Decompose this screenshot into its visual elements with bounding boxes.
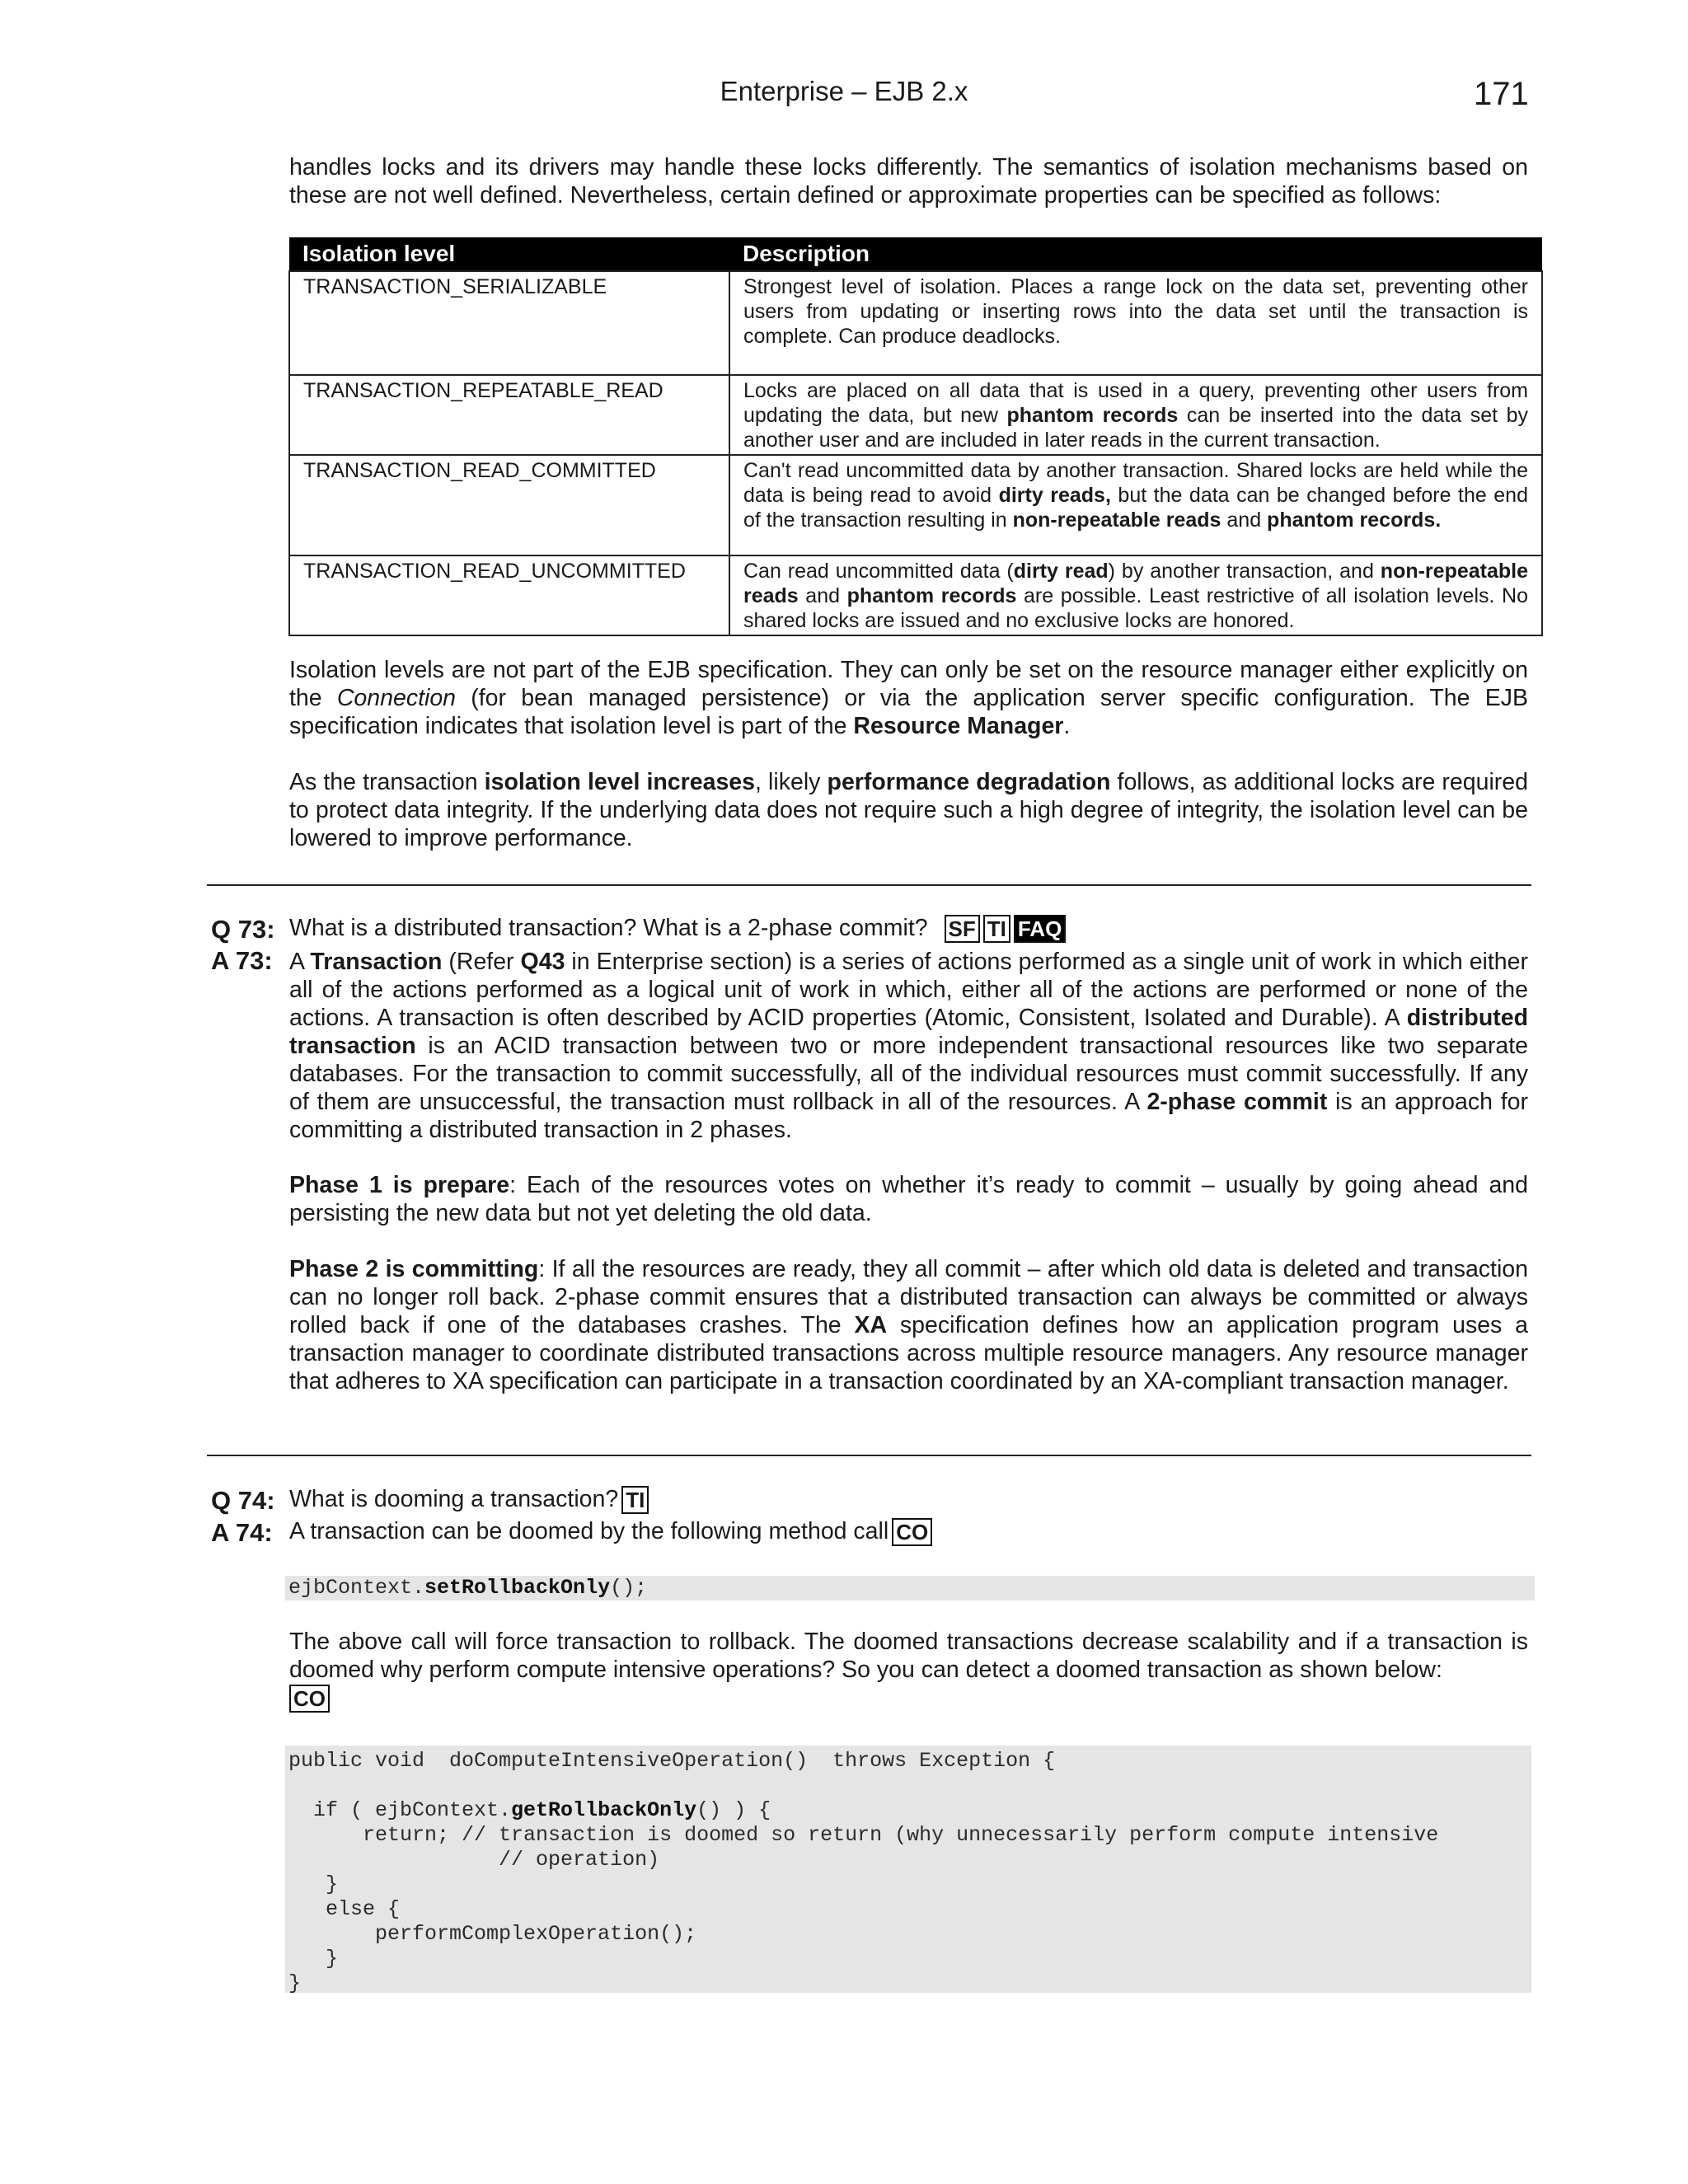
phase2-bold-text: XA: [854, 1312, 888, 1338]
paragraph-text: (for bean managed persistence) or via the application server specific configuration. The EJB specification indicates that isolation level is part of the: [289, 685, 1528, 739]
code-line: }: [288, 1971, 302, 1995]
tag-ti: TI: [621, 1486, 649, 1514]
paragraph-bold-text: performance degradation: [827, 769, 1111, 795]
code-line: [288, 1798, 1531, 1823]
code-line: performComplexOperation();: [288, 1922, 697, 1946]
description-bold-text: non-repeatable reads: [1012, 509, 1221, 532]
intro-paragraph: [289, 153, 1528, 209]
table-header-row: [289, 237, 1542, 271]
phase1-paragraph: [289, 1171, 1528, 1227]
code-line: }: [288, 1872, 339, 1896]
description-bold-text: dirty reads,: [998, 484, 1111, 507]
column-header-description: Description: [729, 237, 1542, 271]
paragraph-text: follows, as additional locks are required to protect data integrity. If the underlying data does not require such a high degree of integrity, the isolation level can be lowered to improve performance.: [289, 769, 1528, 851]
isolation-level-cell: TRANSACTION_READ_UNCOMMITTED: [289, 555, 729, 635]
code-method: getRollbackOnly: [511, 1798, 697, 1822]
page-number: 171: [1474, 76, 1529, 112]
phase1-text: : Each of the resources votes on whether it’s ready to commit – usually by going ahead and persisting the new data but not yet deleting the old data.: [289, 1172, 1528, 1226]
answer-text: A transaction can be doomed by the following method call: [289, 1518, 889, 1544]
phase2-heading: Phase 2 is committing: [289, 1256, 539, 1282]
description-bold-text: phantom records: [846, 584, 1017, 607]
column-header-isolation-level: Isolation level: [289, 237, 729, 271]
code-line: [288, 1774, 1531, 1798]
phase2-text: : If all the resources are ready, they all commit – after which old data is deleted and transaction can no longer roll back. 2-phase commit ensures that a distributed transaction can always be committed or always rolled back if one of the databases crashes. The: [289, 1256, 1528, 1338]
tag-ti: TI: [983, 915, 1010, 943]
description-text: and: [798, 584, 847, 607]
question-74-text: What is dooming a transaction?: [289, 1486, 619, 1512]
answer-bold-text: Q43: [520, 949, 565, 975]
answer-text: is an ACID transaction between two or more independent transactional resources like two separate databases. For the transaction to commit successfully, all of the individual resources must commit successfully. If any of them are unsuccessful, the transaction must rollback in all of the resources. A: [289, 1033, 1528, 1115]
tag-co: CO: [289, 1685, 330, 1713]
doomed-paragraph: [289, 1628, 1528, 1713]
tag-sf: SF: [945, 915, 980, 943]
answer-bold-text: Transaction: [310, 949, 443, 975]
description-cell: [729, 375, 1542, 455]
paragraph-bold-text: Resource Manager: [853, 713, 1064, 739]
description-bold-text: phantom records: [1006, 404, 1179, 427]
description-cell: [729, 455, 1542, 555]
description-text: and: [1221, 509, 1268, 532]
phase1-heading: Phase 1 is prepare: [289, 1172, 510, 1198]
answer-bold-text: 2-phase commit: [1146, 1089, 1328, 1115]
answer-73-paragraph: [289, 948, 1528, 1144]
answer-text: is an approach for committing a distributed transaction in 2 phases.: [289, 1089, 1529, 1143]
table-row: [289, 271, 1542, 375]
isolation-level-cell: TRANSACTION_SERIALIZABLE: [289, 271, 729, 375]
question-label: Q 74:: [211, 1486, 275, 1515]
code-block-compute-intensive: [285, 1746, 1531, 1993]
question-label: Q 73:: [211, 915, 275, 944]
paragraph-text: .: [1063, 713, 1071, 739]
question-text: [289, 915, 1066, 943]
description-cell: [729, 555, 1542, 635]
answer-74-text: [289, 1518, 932, 1546]
tag-faq: FAQ: [1014, 915, 1066, 943]
answer-text: A: [289, 949, 311, 975]
code-method: setRollbackOnly: [424, 1576, 611, 1600]
code-line: }: [288, 1947, 339, 1971]
description-bold-text: non-repeatable reads: [743, 560, 1528, 607]
phase2-text: specification defines how an application program uses a transaction manager to coordinate distributed transactions across multiple resource managers. Any resource manager that adheres to XA specification can participate in a transaction coordinated by an XA-compliant transaction manager.: [289, 1312, 1528, 1394]
code-text: () ) {: [696, 1798, 771, 1822]
paragraph-text: As the transaction: [289, 769, 485, 795]
isolation-level-table: [288, 237, 1543, 636]
paragraph-text: , likely: [755, 769, 828, 795]
description-text: Can't read uncommitted data by another transaction. Shared locks are held while the data is being read to avoid: [743, 459, 1528, 507]
degradation-paragraph: [289, 768, 1528, 852]
question-73-text: What is a distributed transaction? What is a 2-phase commit?: [289, 915, 928, 941]
paragraph-italic-text: Connection: [336, 685, 457, 711]
paragraph-text: Isolation levels are not part of the EJB specification. They can only be set on the resource manager either explicitly on the: [289, 657, 1528, 711]
question-text: [289, 1486, 649, 1514]
code-line: // operation): [288, 1848, 660, 1872]
code-text: ejbContext.: [288, 1576, 425, 1600]
answer-label: A 73:: [211, 946, 273, 975]
phase2-paragraph: [289, 1255, 1528, 1395]
answer-label: A 74:: [211, 1518, 273, 1547]
answer-text: (Refer: [442, 949, 521, 975]
section-divider: [207, 884, 1531, 886]
tag-co: CO: [892, 1518, 932, 1546]
description-bold-text: phantom records.: [1267, 509, 1442, 532]
description-text: are possible. Least restrictive of all isolation levels. No shared locks are issued and no exclusive locks are honored.: [743, 584, 1528, 632]
code-snippet-set-rollback: [285, 1576, 1535, 1601]
description-text: but the data can be changed before the end of the transaction resulting in: [743, 484, 1528, 532]
code-line: else {: [288, 1897, 401, 1921]
table-row: [289, 375, 1542, 455]
section-divider: [207, 1455, 1531, 1456]
paragraph-bold-text: isolation level increases: [484, 769, 756, 795]
intro-text: handles locks and its drivers may handle these locks differently. The semantics of isolation mechanisms based on these are not well defined. Nevertheless, certain defined or approximate properties can be specified as follows:: [289, 154, 1528, 209]
description-text: Can read uncommitted data (: [743, 560, 1014, 583]
isolation-level-cell: TRANSACTION_REPEATABLE_READ: [289, 375, 729, 455]
description-text: can be inserted into the data set by another user and are included in later reads in the current transaction.: [743, 404, 1529, 452]
code-text: if ( ejbContext.: [288, 1798, 512, 1822]
answer-bold-text: distributed transaction: [289, 1005, 1528, 1059]
code-text: ();: [610, 1576, 648, 1600]
isolation-level-cell: TRANSACTION_READ_COMMITTED: [289, 455, 729, 555]
running-header: Enterprise – EJB 2.x: [720, 76, 968, 106]
code-line: public void doComputeIntensiveOperation() throws Exception {: [288, 1749, 1056, 1773]
description-bold-text: dirty read: [1013, 560, 1109, 583]
code-line: return; // transaction is doomed so return (why unnecessarily perform compute intensive: [288, 1823, 1439, 1847]
table-row: [289, 455, 1542, 555]
description-cell: Strongest level of isolation. Places a range lock on the data set, preventing other users from updating or inserting rows into the data set until the transaction is complete. Can produce deadlocks.: [729, 271, 1542, 375]
isolation-paragraph: [289, 656, 1528, 740]
paragraph-text: The above call will force transaction to rollback. The doomed transactions decrease scalability and if a transaction is doomed why perform compute intensive operations? So you can detect a doomed transaction as shown below:: [289, 1629, 1528, 1683]
description-text: Locks are placed on all data that is used in a query, preventing other users from updating the data, but new: [743, 379, 1528, 427]
table-row: [289, 555, 1542, 635]
answer-text: in Enterprise section) is a series of actions performed as a single unit of work in which either all of the actions performed as a logical unit of work in which, either all of the actions are performed or none of the actions. A transaction is often described by ACID properties (Atomic, Consistent, Isolated and Durable). A: [289, 949, 1528, 1031]
description-text: ) by another transaction, and: [1108, 560, 1381, 583]
